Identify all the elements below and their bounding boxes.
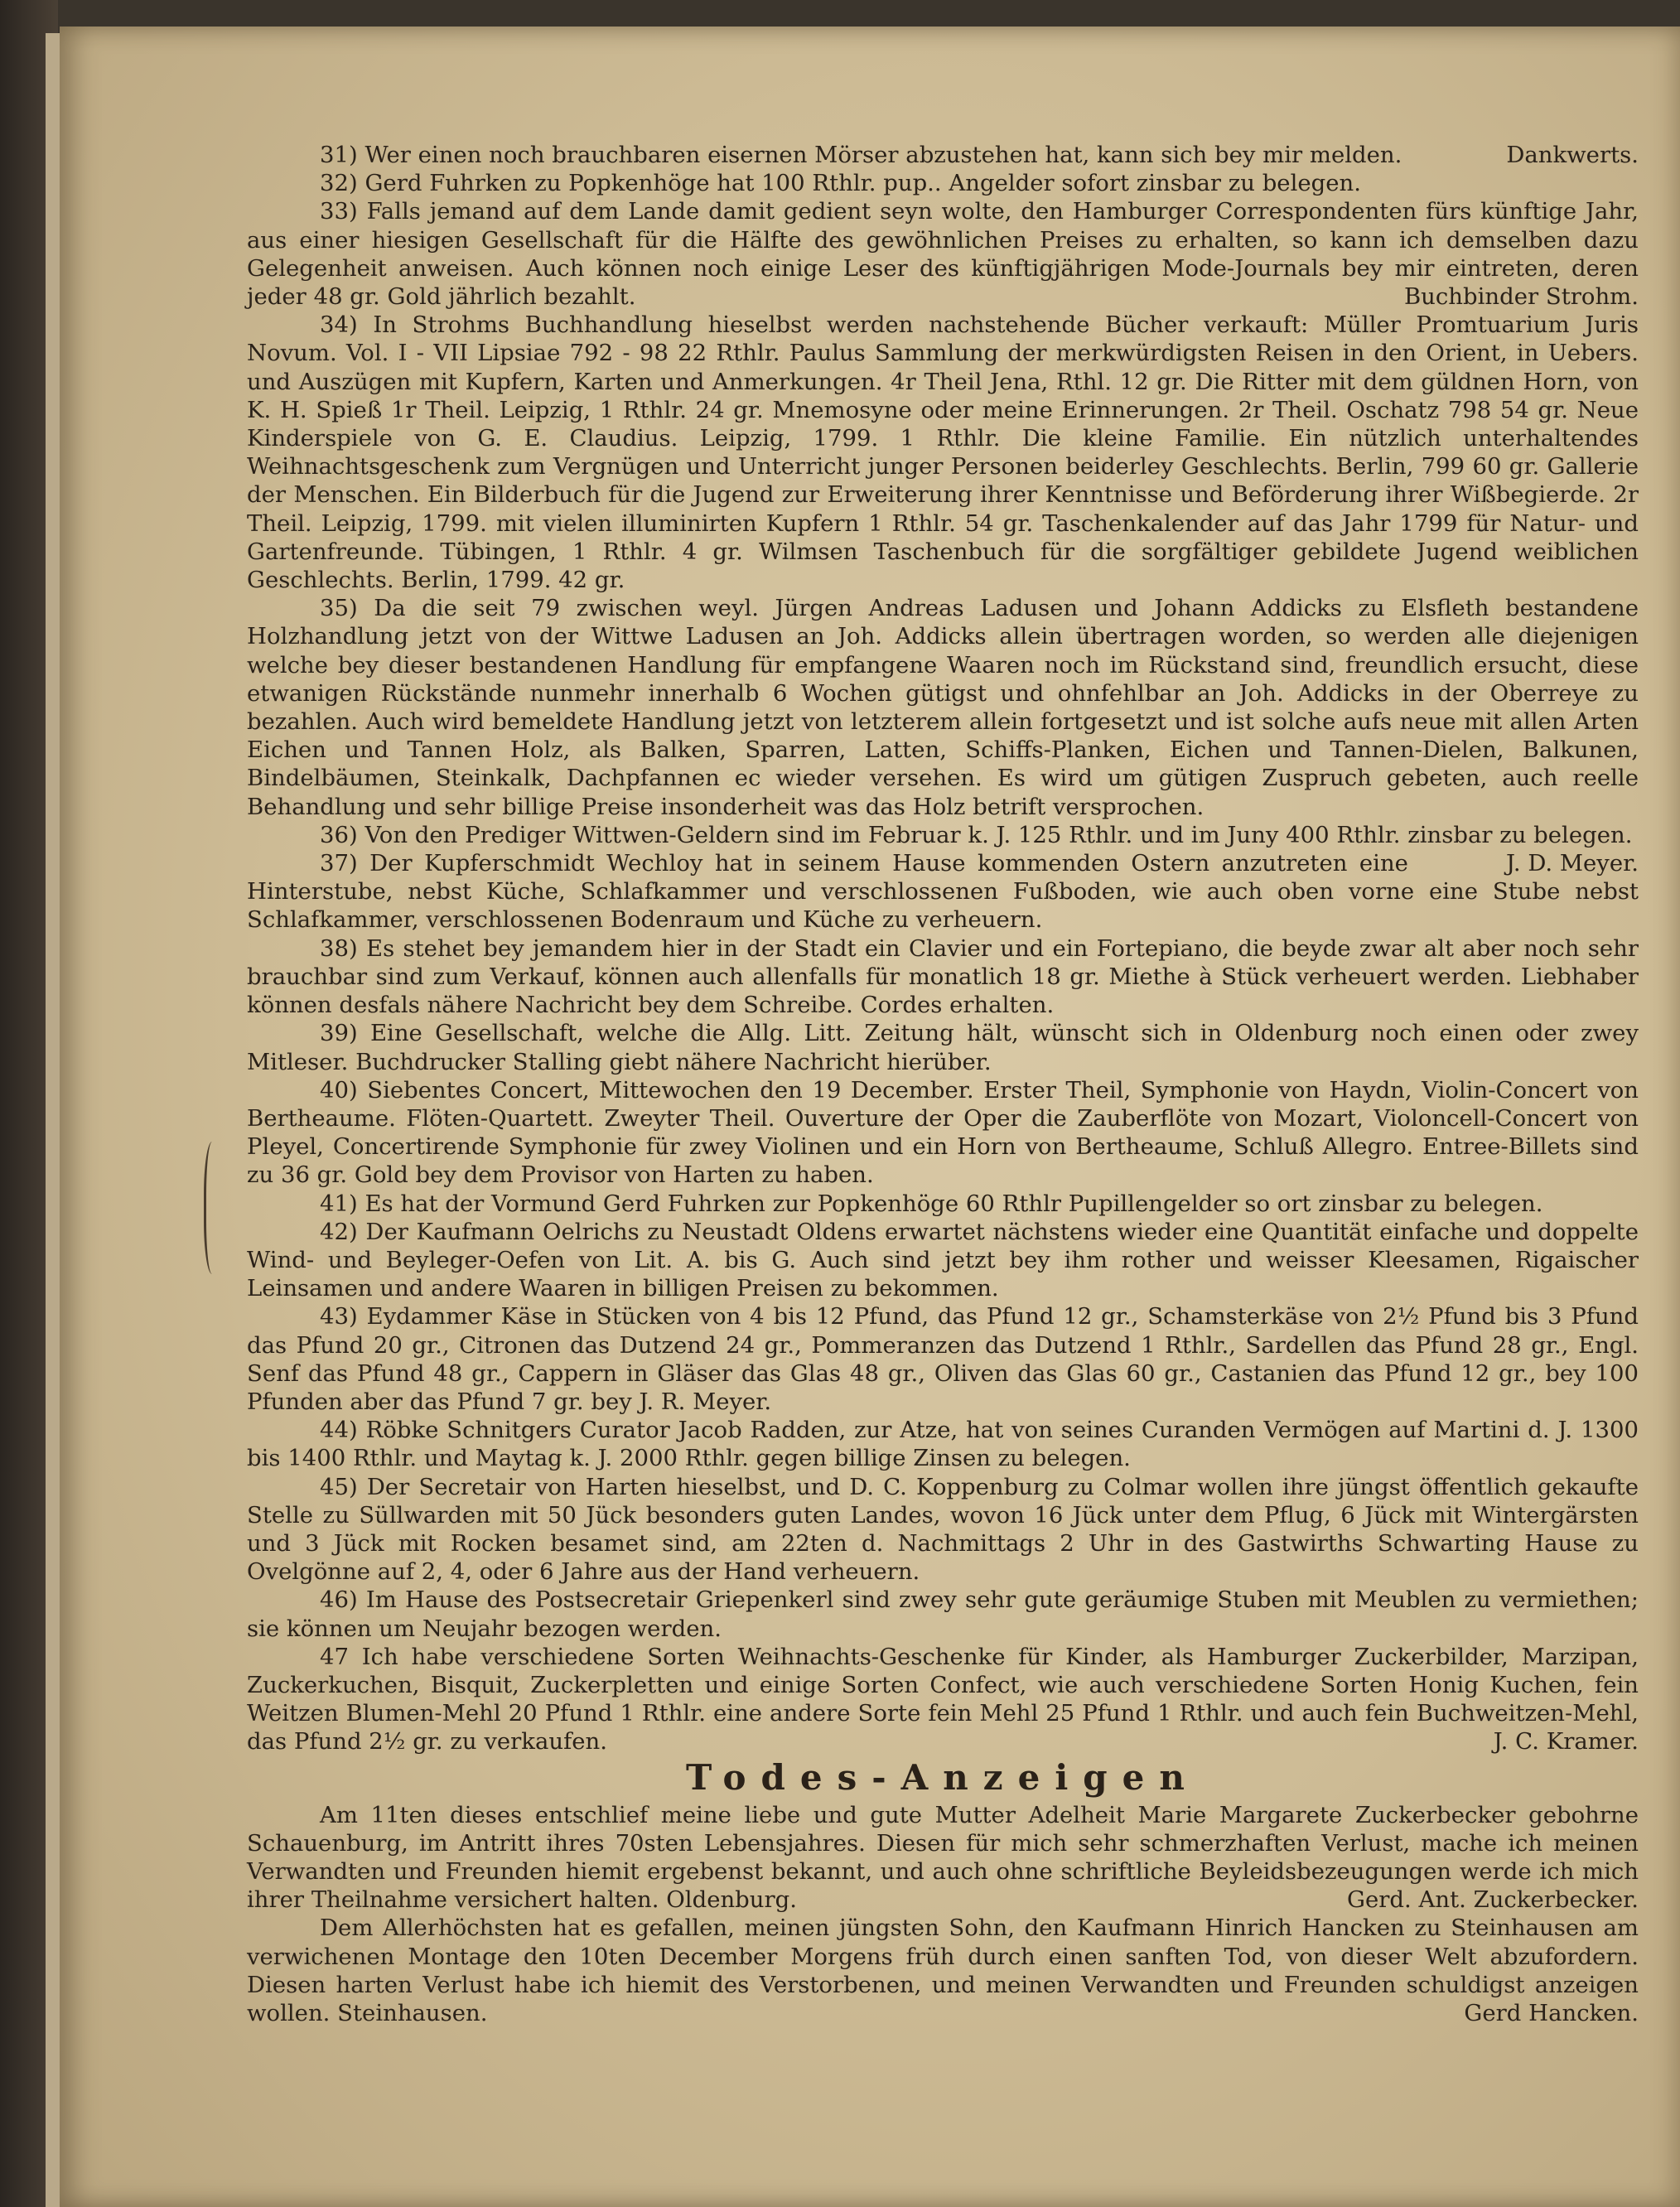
entry-text: 43) Eydammer Käse in Stücken von 4 bis 12 Pfund, das Pfund 12 gr., Schamsterkäse von 2½ Pfund bis 3 Pfund das Pfund 20 gr., Citronen das Dutzend 24 gr., Pommeranzen das Dutzend 1 Rthlr., Sardellen das Pfund 28 gr., Engl. Senf das Pfund 48 gr., Cappern in Gläser das Glas 48 gr., Oliven das Glas 60 gr., Castanien das Pfund 12 gr., bey 100 Pfunden aber das Pfund 7 gr. bey J. R. Meyer.	[247, 1303, 1639, 1415]
margin-bracket-mark	[204, 1142, 224, 1274]
entry-38	[247, 934, 1639, 1020]
entry-33	[247, 197, 1639, 311]
entry-sign: Buchbinder Strohm.	[1403, 283, 1639, 311]
entry-text: 42) Der Kaufmann Oelrichs zu Neustadt Oldens erwartet nächstens wieder eine Quantität einfache und doppelte Wind- und Beyleger-Oefen von Lit. A. bis G. Auch sind jetzt bey ihm rother und weisser Kleesamen, Rigaischer Leinsamen und andere Waaren in billigen Preisen zu bekommen.	[247, 1218, 1639, 1302]
entry-45	[247, 1473, 1639, 1586]
notice-sign: Gerd. Ant. Zuckerbecker.	[1347, 1886, 1639, 1914]
entry-39	[247, 1019, 1639, 1075]
entry-text: 47 Ich habe verschiedene Sorten Weihnachts-Geschenke für Kinder, als Hamburger Zuckerbilder, Marzipan, Zuckerkuchen, Bisquit, Zuckerpletten und einige Sorten Confect, wie auch verschiedene Sorten Honig Kuchen, fein Weitzen Blumen-Mehl 20 Pfund 1 Rthlr. eine andere Sorte fein Mehl 25 Pfund 1 Rthlr. und auch fein Buchweitzen-Mehl, das Pfund 2½ gr. zu verkaufen.	[247, 1643, 1639, 1755]
entry-42	[247, 1218, 1639, 1303]
entry-sign: J. D. Meyer.	[1505, 850, 1639, 877]
entry-text: 46) Im Hause des Postsecretair Griepenkerl sind zwey sehr gute geräumige Stuben mit Meublen zu vermiethen; sie können um Neujahr bezogen werden.	[247, 1586, 1639, 1642]
entry-text: 40) Siebentes Concert, Mittewochen den 19 December. Erster Theil, Symphonie von Haydn, Violin-Concert von Bertheaume. Flöten-Quartett. Zweyter Theil. Ouverture der Oper die Zauberflöte von Mozart, Violoncell-Concert von Pleyel, Concertirende Symphonie für zwey Violinen und ein Horn von Bertheaume, Schluß Allegro. Entree-Billets sind zu 36 gr. Gold bey dem Provisor von Harten zu haben.	[247, 1076, 1639, 1189]
entry-text: 34) In Strohms Buchhandlung hieselbst werden nachstehende Bücher verkauft: Müller Promtuarium Juris Novum. Vol. I - VII Lipsiae 792 - 98 22 Rthlr. Paulus Sammlung der merkwürdigsten Reisen in den Orient, in Uebers. und Auszügen mit Kupfern, Karten und Anmerkungen. 4r Theil Jena, Rthl. 12 gr. Die Ritter mit dem güldnen Horn, von K. H. Spieß 1r Theil. Leipzig, 1 Rthlr. 24 gr. Mnemosyne oder meine Erinnerungen. 2r Theil. Oschatz 798 54 gr. Neue Kinderspiele von G. E. Claudius. Leipzig, 1799. 1 Rthlr. Die kleine Familie. Ein nützlich unterhaltendes Weihnachtsgeschenk zum Vergnügen und Unterricht junger Personen beiderley Geschlechts. Berlin, 799 60 gr. Gallerie der Menschen. Ein Bilderbuch für die Jugend zur Erweiterung ihrer Kenntnisse und Beförderung ihrer Wißbegierde. 2r Theil. Leipzig, 1799. mit vielen illuminirten Kupfern 1 Rthlr. 54 gr. Taschenkalender auf das Jahr 1799 für Natur- und Gartenfreunde. Tübingen, 1 Rthlr. 4 gr. Wilmsen Taschenbuch für die sorgfältiger gebildete Jugend weiblichen Geschlechts. Berlin, 1799. 42 gr.	[247, 311, 1639, 594]
notice-sign: Gerd Hancken.	[1464, 2000, 1639, 2026]
entry-sign: Dankwerts.	[1506, 142, 1639, 168]
entry-text: 37) Der Kupferschmidt Wechloy hat in seinem Hause kommenden Ostern anzutreten eine Hinterstube, nebst Küche, Schlafkammer und verschlossenen Fußboden, wie auch oben vorne eine Stube nebst Schlafkammer, verschlossenen Bodenraum und Küche zu verheuern.	[247, 850, 1639, 934]
entry-text: 39) Eine Gesellschaft, welche die Allg. Litt. Zeitung hält, wünscht sich in Oldenburg noch einen oder zwey Mitleser. Buchdrucker Stalling giebt nähere Nachricht hierüber.	[247, 1020, 1639, 1075]
entry-text: 38) Es stehet bey jemandem hier in der Stadt ein Clavier und ein Fortepiano, die beyde zwar alt aber noch sehr brauchbar sind zum Verkauf, können auch allenfalls für monatlich 18 gr. Miethe à Stück verheuert werden. Liebhaber können desfals nähere Nachricht bey dem Schreibe. Cordes erhalten.	[247, 934, 1639, 1019]
entry-43	[247, 1302, 1639, 1416]
entry-text: 36) Von den Prediger Wittwen-Geldern sind im Februar k. J. 125 Rthlr. und im Juny 400 Rthlr. zinsbar zu belegen.	[320, 821, 1633, 848]
entry-35	[247, 594, 1639, 821]
entry-text: 41) Es hat der Vormund Gerd Fuhrken zur Popkenhöge 60 Rthlr Pupillengelder so ort zinsbar zu belegen.	[320, 1190, 1543, 1217]
page-text	[247, 141, 1639, 2027]
death-notice	[247, 1801, 1639, 1915]
entry-31	[247, 141, 1639, 169]
entry-text: 31) Wer einen noch brauchbaren eisernen Mörser abzustehen hat, kann sich bey mir melden.	[320, 142, 1402, 168]
entry-40	[247, 1076, 1639, 1190]
entry-32	[247, 169, 1639, 197]
entry-37	[247, 849, 1639, 934]
entry-text: 35) Da die seit 79 zwischen weyl. Jürgen Andreas Ladusen und Johann Addicks zu Elsfleth bestandene Holzhandlung jetzt von der Wittwe Ladusen an Joh. Addicks allein übertragen worden, so werden alle diejenigen welche bey dieser bestandenen Handlung für empfangene Waaren noch im Rückstand sind, freundlich ersucht, diese etwanigen Rückstände nunmehr innerhalb 6 Wochen gütigst und ohnfehlbar an Joh. Addicks in der Oberreye zu bezahlen. Auch wird bemeldete Handlung jetzt von letzterem allein fortgesetzt und ist solche aufs neue mit allen Arten Eichen und Tannen Holz, als Balken, Sparren, Latten, Schiffs-Planken, Eichen und Tannen-Dielen, Balkunen, Bindelbäumen, Steinkalk, Dachpfannen ec wieder versehen. Es wird um gütigen Zuspruch gebeten, auch reelle Behandlung und sehr billige Preise insonderheit was das Holz betrift versprochen.	[247, 595, 1639, 820]
entry-text: 33) Falls jemand auf dem Lande damit gedient seyn wolte, den Hamburger Correspondenten fürs künftige Jahr, aus einer hiesigen Gesellschaft für die Hälfte des gewöhnlichen Preises zu erhalten, so kann ich demselben dazu Gelegenheit anweisen. Auch können noch einige Leser des künftigjährigen Mode-Journals bey mir eintreten, deren jeder 48 gr. Gold jährlich bezahlt.	[247, 198, 1639, 311]
section-heading-todes-anzeigen: Todes-Anzeigen	[686, 1756, 1200, 1798]
notice-text: Am 11ten dieses entschlief meine liebe und gute Mutter Adelheit Marie Margarete Zuckerbecker gebohrne Schauenburg, im Antritt ihres 70sten Lebensjahres. Diesen für mich sehr schmerzhaften Verlust, mache ich meinen Verwandten und Freunden hiemit ergebenst bekannt, und auch ohne schriftliche Beyleidsbezeugungen werde ich mich ihrer Theilnahme versichert halten. Oldenburg.	[247, 1801, 1639, 1914]
entry-text: 45) Der Secretair von Harten hieselbst, und D. C. Koppenburg zu Colmar wollen ihre jüngst öffentlich gekaufte Stelle zu Süllwarden mit 50 Jück besonders guten Landes, wovon 16 Jück unter dem Pflug, 6 Jück mit Wintergärsten und 3 Jück mit Rocken besamet sind, am 22ten d. Nachmittags 2 Uhr in des Gastwirths Schwarting Hause zu Ovelgönne auf 2, 4, oder 6 Jahre aus der Hand verheuern.	[247, 1473, 1639, 1586]
entry-44	[247, 1416, 1639, 1472]
entry-41	[247, 1190, 1639, 1218]
entry-36	[247, 821, 1639, 877]
entry-47	[247, 1643, 1639, 1756]
entry-sign: J. C. Kramer.	[1493, 1728, 1639, 1755]
entry-text: 44) Röbke Schnitgers Curator Jacob Radden, zur Atze, hat von seines Curanden Vermögen auf Martini d. J. 1300 bis 1400 Rthlr. und Maytag k. J. 2000 Rthlr. gegen billige Zinsen zu belegen.	[247, 1417, 1639, 1472]
entry-text: 32) Gerd Fuhrken zu Popkenhöge hat 100 Rthlr. pup.. Angelder sofort zinsbar zu belegen.	[320, 170, 1361, 197]
entry-34	[247, 311, 1639, 594]
death-notice	[247, 1914, 1639, 2027]
notice-text: Dem Allerhöchsten hat es gefallen, meinen jüngsten Sohn, den Kaufmann Hinrich Hancken zu Steinhausen am verwichenen Montage den 10ten December Morgens früh durch einen sanften Tod, von dieser Welt abzufordern. Diesen harten Verlust habe ich hiemit des Verstorbenen, und meinen Verwandten und Freunden schuldigst anzeigen wollen. Steinhausen.	[247, 1915, 1639, 2026]
entry-46	[247, 1586, 1639, 1642]
